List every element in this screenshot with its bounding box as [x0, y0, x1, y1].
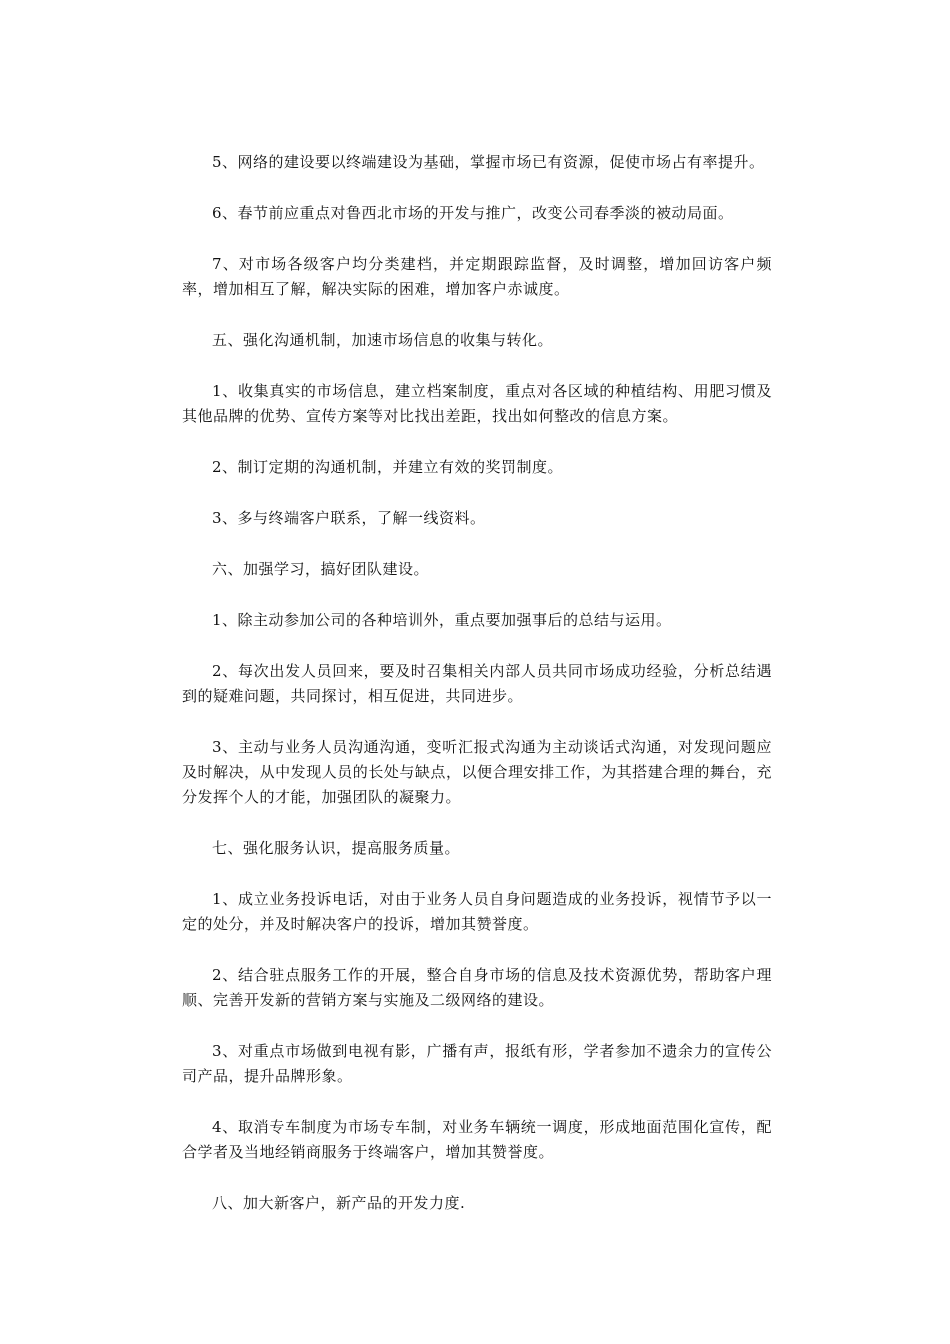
- paragraph-item-3: 3、对重点市场做到电视有影，广播有声，报纸有形，学者参加不遗余力的宣传公司产品，提升品牌形象。: [182, 1042, 772, 1085]
- paragraph-item-1: 1、成立业务投诉电话，对由于业务人员自身问题造成的业务投诉，视情节予以一定的处分，并及时解决客户的投诉，增加其赞誉度。: [182, 890, 772, 933]
- paragraph-item-1: 1、收集真实的市场信息，建立档案制度，重点对各区域的种植结构、用肥习惯及其他品牌的优势、宣传方案等对比找出差距，找出如何整改的信息方案。: [182, 382, 772, 425]
- paragraph-item-2: 2、结合驻点服务工作的开展，整合自身市场的信息及技术资源优势，帮助客户理顺、完善开发新的营销方案与实施及二级网络的建设。: [182, 966, 772, 1009]
- section-heading-7: 七、强化服务认识，提高服务质量。: [212, 839, 461, 857]
- paragraph-item-5: 5、网络的建设要以终端建设为基础，掌握市场已有资源，促使市场占有率提升。: [212, 153, 765, 171]
- paragraph-item-6: 6、春节前应重点对鲁西北市场的开发与推广，改变公司春季淡的被动局面。: [212, 204, 734, 222]
- section-heading-8: 八、加大新客户，新产品的开发力度.: [212, 1194, 466, 1212]
- paragraph-item-4: 4、取消专车制度为市场专车制，对业务车辆统一调度，形成地面范围化宣传，配合学者及当地经销商服务于终端客户，增加其赞誉度。: [182, 1118, 772, 1161]
- paragraph-item-2: 2、制订定期的沟通机制，并建立有效的奖罚制度。: [212, 458, 564, 476]
- paragraph-item-1: 1、除主动参加公司的各种培训外，重点要加强事后的总结与运用。: [212, 611, 672, 629]
- section-heading-5: 五、强化沟通机制，加速市场信息的收集与转化。: [212, 331, 554, 349]
- paragraph-item-3: 3、主动与业务人员沟通沟通，变听汇报式沟通为主动谈话式沟通，对发现问题应及时解决，从中发现人员的长处与缺点，以便合理安排工作，为其搭建合理的舞台，充分发挥个人的才能，加强团队的凝聚力。: [182, 738, 772, 806]
- paragraph-item-3: 3、多与终端客户联系，了解一线资料。: [212, 509, 486, 527]
- paragraph-item-2: 2、每次出发人员回来，要及时召集相关内部人员共同市场成功经验，分析总结遇到的疑难问题，共同探讨，相互促进，共同进步。: [182, 662, 772, 705]
- paragraph-item-7: 7、对市场各级客户均分类建档，并定期跟踪监督，及时调整，增加回访客户频率，增加相互了解，解决实际的困难，增加客户赤诚度。: [182, 255, 772, 298]
- document-body: [182, 150, 772, 1242]
- section-heading-6: 六、加强学习，搞好团队建设。: [212, 560, 430, 578]
